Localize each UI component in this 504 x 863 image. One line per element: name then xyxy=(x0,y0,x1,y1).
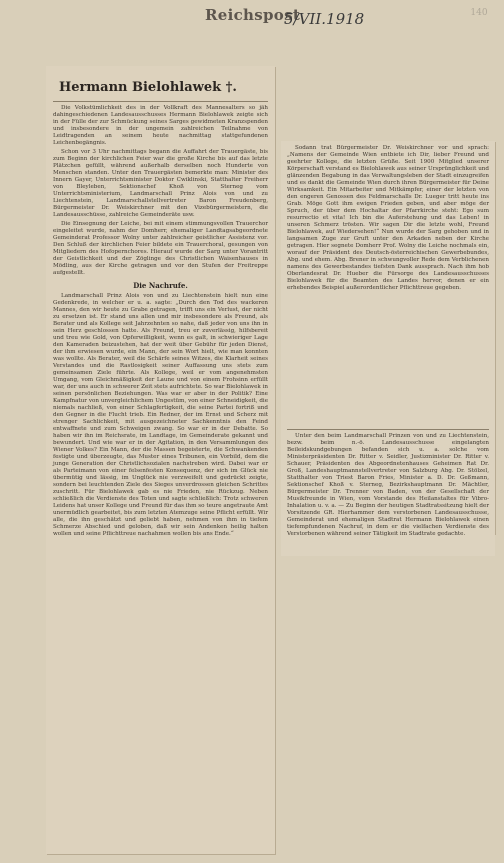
article-paragraph: Schon vor 3 Uhr nachmittags begann die Auffahrt der Trauergäste, bis zum Beginn der kirchlichen Feier war die große Kirche bis auf das letzte Plätzchen gefüllt, während außerhalb derselben noch Hunderte von Menschen standen. Unter den Trauergästen bemerkte man: Minister des Innern Gayer, Unterrichtsminister Doktor Cwiklinski, Statthalter Freiherr von Bleyleben, Sektionschef Khoß von Sterneg vom Unterrichtsministerium, Landmarschall Prinz Alois von und zu Liechtenstein, Landmarschallstellvertreter Baron Freudenberg, Bürgermeister Dr. Weiskirchner mit den Vizebürgermeistern, die Landesausschüsse, zahlreiche Gemeinderäte usw. xyxy=(53,149,268,218)
article-headline: Hermann Bielohlawek †. xyxy=(59,80,237,95)
divider xyxy=(53,101,268,102)
condolences-clipping xyxy=(281,422,495,556)
article-clipping xyxy=(46,66,275,854)
continuation-text: Sodann trat Bürgermeister Dr. Weiskirchner vor und sprach: „Namens der Gemeinde Wien entbiete ich Dir, lieber Freund und geehrter Kollege, die letzten Grüße. Seit 1900 Mitglied unserer Körperschaft verstand es Bielohlawek aus seiner Ursprünglichkeit und glänzenden Begabung in das Verwaltungsleben der Stadt einzugreifen und es dankt die Gemeinde Wien durch ihren Bürgermeister für Deine Wirksamkeit. Ein Mitarbeiter und Mitkämpfer, einer der letzten von den engeren Genossen des Feldmarschalls Dr. Lueger tritt heute ins Grab. Möge Gott ihm ewigen Frieden geben, und aber möge der Spruch, der über dem Hochaltar der Pfarrkirche steht: Ego sum resurrectio et vita! Ich bin die Auferstehung und das Leben! in unseren Schmerz trösten. Wir sagen Dir die letzte wohl, Freund Bielohlawek, auf Wiedersehen!“ Nun wurde der Sarg gehoben und in langsamen Zuge zur Gruft unter den Arkaden neben der Kirche getragen. Hier segnete Domherr Prof. Wolny die Leiche nochmals ein, worauf der Präsident des Deutsch-österreichischen Gewerbebundes, Abg. und ehem. Abg. Brener in schwungvoller Rede dem Verblichenen namens des Gewerbestandes tiefsten Dank aussprach. Nach ihm hob Oberlandesrat Dr. Hueber die Fürsorge des Landesausschusses Bielohlawek für die Beamten des Landes hervor, denen er ein erhebendes Beispiel außerordentlicher Pflichttreue gegeben. xyxy=(287,145,489,291)
divider xyxy=(287,429,489,430)
handwritten-date: 5/VII.1918 xyxy=(284,10,365,28)
article-paragraph: Landmarschall Prinz Alois von und zu Liechtenstein hielt nun eine Gedenkrede, in welcher er u. a. sagte: „Durch den Tod des wackeren Mannes, den wir heute zu Grabe getragen, trifft uns ein Verlust, der nicht zu ersetzen ist. Er stand uns allen und mir insbesondere als Freund, als Berater und als Kollege seit Jahrzehnten so nahe, daß jeder von uns ihn in sein Herz geschlossen hatte. Als Freund, treu er zuverlässig, hilfsbereit und treu wie Gold, von Opferwilligkeit, wenn es galt, in schwieriger Lage den Kameraden beizustehen, hat der weit über Gebühr für jeden Dienst, der ihm erwiesen wurde, ein Mann, der sein Wort hielt, wie man konnten was wollte. Als Berater, weil die Schärfe seines Witzes, die Klarheit seines Verstandes und die Rastlosigkeit seiner Auffassung uns stets zum gemeinsamen Ziele führte. Als Kollege, weil er vom angenehmsten Umgang, vom Gleichmäßigkeit der Laune und von einem Frohsinn erfüllt war, der uns auch in schwerer Zeit stets aufrichtete. So war Bielohlawek in seinen persönlichen Beziehungen. Was war er aber in der Politik? Eine Kampfnatur von unvergleichlichem Ungestüm, von einer Schneidigkeit, die niemals nachließ, von einer Schlagfertigkeit, die seine Partei fortriß und den Gegner in die Flucht trieb. Ein Redner, der im Ernst und Scherz mit strenger Sachlichkeit, mit ausgezeichneter Sachkenntnis den Feind entwaffnete und zum Schweigen zwang. So war er in der Debatte. So haben wir ihn im Reichsrate, im Landtage, im Gemeinderate gekannt und bewundert. Und wie war er in der Agitation, in den Versammlungen des Wiener Volkes? Ein Mann, der die Massen begeisterte, die Schwankenden festigte und überzeugte, das Muster eines Tribunen, ein Vorbild, dem die junge Generation der Christlichsozialen nachstreben wird. Dabei war er als Parteimann von einer felsenfesten Konsequenz, der sich im Glück nie übermütig und lässig, im Unglück nie verzweifelt und gedrückt zeigte, sondern bei leuchtenden Ziele des Sieges unverdrossen gleichen Schrittes zuschritt. Für Bielohlawek gab es nie Frieden, nie Rückzug. Neben schließlich die Verdienste des Toten und sagte schließlich: Trotz schweren Leidens hat unser Kollege und Freund für das ihm so teure angetraute Amt unermüdlich gearbeitet, bis zum letzten Atemzuge seine Pflicht erfüllt. Wir alle, die ihn geschätzt und geliebt haben, nehmen von ihm in tiefem Schmerze Abschied und geloben, daß wir sein Andenken heilig halten wollen und seine Pflichttreue nachahmen wollen bis ans Ende.“ xyxy=(53,293,268,537)
article-intro: Die Volkstümlichkeit des in der Vollkraft des Mannesalters so jäh dahingeschiedenen Landesausschusses Hermann Bielohlawek zeigte sich in der Fülle der zur Schmückung seines Sarges gewidmeten Kranzspenden und insbesondere in der ungemein zahlreichen Teilnahme von Leidtragenden an seinem heute nachmittag stattgefundenen Leichenbegängnis. xyxy=(53,105,268,146)
masthead: Reichspost xyxy=(205,6,301,24)
archive-number: 140 xyxy=(470,8,488,18)
continuation-column xyxy=(287,145,489,294)
section-heading: Die Nachrufe. xyxy=(133,281,188,290)
article-column xyxy=(53,74,268,540)
condolences-text: Unter den beim Landmarschall Prinzen von und zu Liechtenstein, bezw. beim n.-ö. Landesausschusse eingelangten Beileidskundgebungen befanden sich u. a. solche vom Ministerpräsidenten Dr. Ritter v. Seidler, Justizminister Dr. Ritter v. Schauer, Präsidenten des Abgeordnetenhauses Geheimen Rat Dr. Groß, Landeshauptmannstellvertreter von Salzburg Abg. Dr. Stölzel, Statthalter von Triest Baron Fries, Minister a. D. Dr. Geßmann, Sektionschef Khoß v. Sterneg, Bezirkshauptmann Dr. Mächtler, Bürgermeister Dr. Trenner von Baden, von der Gesellschaft der Musikfreunde in Wien, vom Vorstande des Heilanstaltes für Vibro-Inhalation u. v. a. — Zu Beginn der heutigen Stadtratssitzung hielt der Vorsitzende GR. Hierhammer dem verstorbenen Landesausschusse, Gemeinderat und ehemaligen Stadtrat Hermann Bielohlawek einen tiefempfundenen Nachruf, in dem er die vielfachen Verdienste des Verstorbenen während seiner Tätigkeit im Stadtrate gedachte. xyxy=(287,433,489,537)
condolences-column xyxy=(287,426,489,540)
article-paragraph: Die Einsegnung der Leiche, bei mit einem stimmungsvollen Trauerchor eingeleitet wurde, nahm der Domherr, ehemaliger Landtagsabgeordnete Gemeinderat Professor Wolny unter zahlreicher geistlicher Assistenz vor. Den Schluß der kirchlichen Feier bildete ein Trauerchoral, gesungen von Mitgliedern des Hofopernchores. Hierauf wurde der Sarg unter Vorantritt der Geistlichkeit und der Zöglinge des Christlichen Waisenhauses in Mödling, aus der Kirche getragen und vor den Stufen der Freitreppe aufgestellt. xyxy=(53,221,268,276)
